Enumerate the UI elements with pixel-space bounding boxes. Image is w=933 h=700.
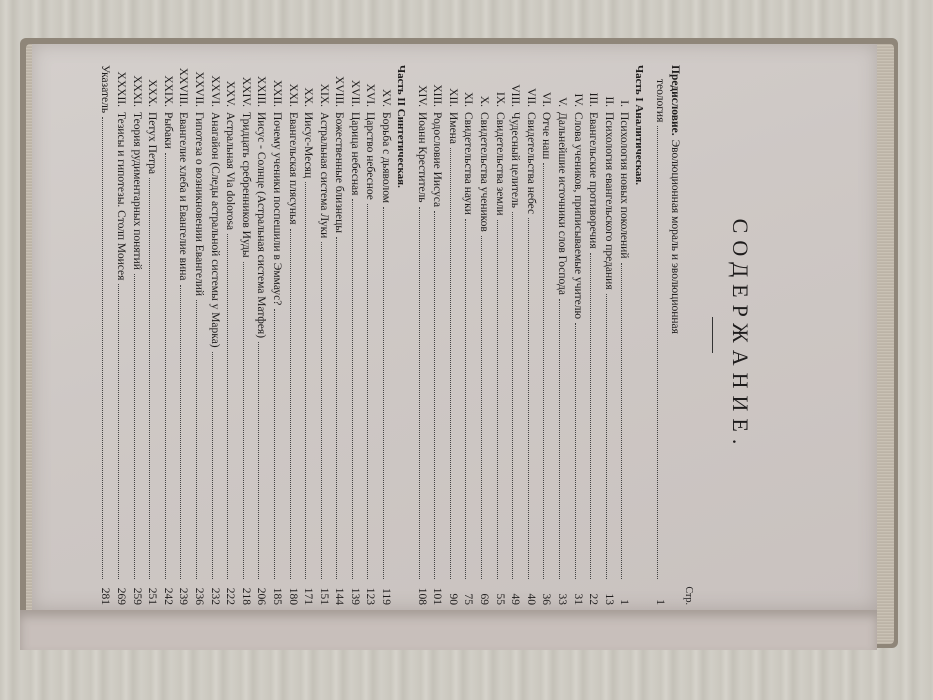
chapter-number: XXX. [146,79,159,107]
toc-entry [413,65,429,605]
leader-dots [465,219,466,579]
chapter-number: IV. [571,93,584,107]
preface-entry [667,65,682,605]
chapter-page: 251 [146,587,159,605]
toc-entry [444,65,460,605]
chapter-number: XXXI. [130,75,143,107]
chapter-title: Иисус-Месяц [302,112,315,179]
leader-dots [321,242,322,579]
leader-dots [497,220,498,579]
chapter-number: VII. [524,88,537,107]
chapter-number: XXIX. [161,75,174,107]
preface-entry-line2 [651,65,667,605]
chapter-title: Евангельские противоречия [587,112,600,249]
leader-dots [118,284,119,579]
chapter-title: Петух Петра [146,112,159,175]
chapter-page: 36 [540,593,553,605]
chapter-title: Психология евангельского предания [602,112,615,290]
toc-entry [128,65,144,605]
toc-entry [268,65,284,605]
chapter-number: XXIV. [239,76,252,107]
toc-entry [538,65,554,605]
chapter-page: 151 [317,587,330,605]
chapter-title: Борьба с дьяволом [380,112,393,204]
chapter-title: Божественные близнецы [333,112,346,234]
toc-entry [362,65,378,605]
toc-entry [616,65,632,605]
chapter-page: 269 [115,587,127,605]
leader-dots [606,294,607,579]
toc-entry [553,65,569,605]
leader-dots [481,236,482,579]
toc-entry [491,65,507,605]
part1-heading: Часть I Аналитическая. [633,65,646,186]
chapter-title: Астральная Via dolorosa [224,112,237,231]
chapter-title: Свидетельства земли [493,112,506,216]
chapter-page: 232 [208,587,221,605]
index-title: Указатель [99,65,112,114]
chapter-page: 123 [364,587,377,605]
leader-dots [434,211,435,579]
chapter-number: X. [478,95,491,107]
chapter-title: Иисус - Солнце (Астральная система Матфея) [255,112,268,339]
leader-dots [528,218,529,579]
chapter-number: XVI. [364,83,377,107]
chapter-page: 206 [255,587,268,605]
toc-entry [585,65,601,605]
chapter-number: XXXII. [115,71,127,107]
toc-entry [190,65,206,605]
chapter-title: Свидетельства учеников [478,112,491,232]
toc-entry [237,65,253,605]
chapter-number: V. [556,97,569,107]
chapter-number: VI. [540,91,553,107]
leader-dots [102,117,103,579]
chapter-page: 101 [431,587,444,605]
leader-dots [227,234,228,579]
index-entry [97,65,113,605]
chapter-number: VIII. [509,84,522,107]
leader-dots [196,300,197,579]
chapter-page: 259 [130,587,143,605]
chapter-number: XIX. [317,83,330,107]
chapter-number: XX. [302,87,315,107]
toc-entry [569,65,585,605]
toc-entry [460,65,476,605]
chapter-number: XV. [380,88,393,107]
leader-dots [383,207,384,579]
leader-dots [657,126,658,579]
chapter-page: 55 [493,593,506,605]
toc-entry [522,65,538,605]
preface-text-line1: Эволюционная мораль и эволюционная [669,139,681,334]
chapter-number: XXVII. [192,71,205,107]
leader-dots [165,153,166,579]
toc-entry [331,65,347,605]
chapter-title: Свидетельства небес [524,112,537,215]
chapter-title: Евангелие хлеба и Евангелие вина [177,112,190,281]
preface-text-line2: теология [654,79,666,123]
leader-dots [336,237,337,579]
chapter-title: Тридцать сребренников Иуды [239,112,252,258]
leader-dots [450,148,451,579]
toc-entry [284,65,300,605]
toc-title: СОДЕРЖАНИЕ. [728,218,753,452]
toc-entry [475,65,491,605]
leader-dots [590,253,591,579]
leader-dots [305,182,306,579]
toc-entry [144,65,160,605]
chapter-number: III. [587,92,600,107]
toc-entry [378,65,394,605]
toc-entry [206,65,222,605]
chapter-page: 139 [348,587,361,605]
chapter-number: XXII. [270,79,283,107]
part2-list [112,65,393,605]
chapter-page: 119 [380,588,393,605]
leader-dots [180,285,181,579]
toc-entry [429,65,445,605]
chapter-number: I. [618,100,631,107]
chapter-number: IX. [493,91,506,107]
preface-label: Предисловие. [669,65,681,136]
table-of-contents [99,65,753,605]
page-column-header: Стр. [683,586,694,605]
page-fold [20,610,877,650]
chapter-number: XI. [462,91,475,107]
leader-dots [575,323,576,579]
chapter-title: Слова учеников, приписываемые учителю [571,112,584,320]
toc-entry [222,65,238,605]
chapter-page: 40 [524,593,537,605]
chapter-title: Тезисы и гипотезы. Столп Моисея [115,112,127,281]
chapter-page: 144 [333,587,346,605]
chapter-title: Рыбаки [161,112,174,149]
chapter-number: XXV. [224,80,237,107]
chapter-title: Чудесный целитель [509,112,522,209]
leader-dots [512,212,513,579]
chapter-title: Астральная система Луки [317,112,330,239]
chapter-page: 242 [161,587,174,605]
chapter-title: Гипотеза о возникновении Евангелий [192,112,205,297]
chapter-number: XXVI. [208,75,221,107]
chapter-page: 33 [556,593,569,605]
part2-heading: Часть II Синтетическая. [395,65,408,188]
leader-dots [290,229,291,579]
toc-entry [159,65,175,605]
chapter-title: Евангельская плясунья [286,112,299,225]
leader-dots [543,163,544,579]
chapter-title: Теория рудиментарных понятий [130,112,143,270]
chapter-page: 218 [239,587,252,605]
title-divider [712,317,713,353]
chapter-page: 69 [478,593,491,605]
chapter-page: 185 [270,587,283,605]
chapter-page: 222 [224,587,237,605]
chapter-page: 239 [177,587,190,605]
toc-entry [315,65,331,605]
chapter-page: 31 [571,593,584,605]
chapter-page: 180 [286,587,299,605]
leader-dots [149,178,150,579]
toc-entry [300,65,316,605]
leader-dots [274,309,275,579]
chapter-title: Почему ученики поспешили в Эммаус? [270,112,283,306]
chapter-page: 236 [192,587,205,605]
leader-dots [243,262,244,579]
index-page: 281 [99,587,112,605]
chapter-title: Имена [446,112,459,144]
chapter-number: XII. [446,88,459,107]
toc-entry [112,65,128,605]
toc-entry [253,65,269,605]
chapter-title: Свидетельства науки [462,112,475,215]
chapter-number: II. [602,96,615,107]
leader-dots [134,274,135,579]
toc-entry [600,65,616,605]
chapter-title: Психология новых поколений [618,112,631,259]
chapter-page: 49 [509,593,522,605]
preface-page: 1 [654,599,666,605]
leader-dots [368,204,369,579]
chapter-title: Анагайон (Следы астральной системы у Марка) [208,112,221,348]
chapter-page: 171 [302,587,315,605]
chapter-title: Дальнейшие источники слов Господа [556,112,569,295]
chapter-number: XVII. [348,79,361,107]
chapter-number: XIII. [431,84,444,107]
leader-dots [352,199,353,579]
leader-dots [559,299,560,579]
chapter-number: XIV. [415,85,428,107]
chapter-number: XXIII. [255,76,268,107]
chapter-page: 90 [446,593,459,605]
chapter-number: XXVIII. [177,67,190,107]
chapter-number: XVIII. [333,76,346,107]
chapter-page: 1 [618,599,631,605]
toc-entry [346,65,362,605]
chapter-number: XXI. [286,83,299,107]
chapter-title: Отче наш [540,112,553,160]
leader-dots [258,342,259,579]
leader-dots [621,263,622,580]
chapter-title: Царство небесное [364,112,377,200]
leader-dots [212,352,213,579]
toc-entry [175,65,191,605]
chapter-title: Иоанн Креститель [415,112,428,203]
chapter-page: 22 [587,593,600,605]
chapter-page: 75 [462,593,475,605]
leader-dots [419,207,420,579]
part1-list [413,65,631,605]
chapter-page: 108 [415,587,428,605]
chapter-title: Царица небесная [348,112,361,196]
toc-entry [507,65,523,605]
chapter-page: 13 [602,593,615,605]
chapter-title: Родословие Иисуса [431,112,444,208]
